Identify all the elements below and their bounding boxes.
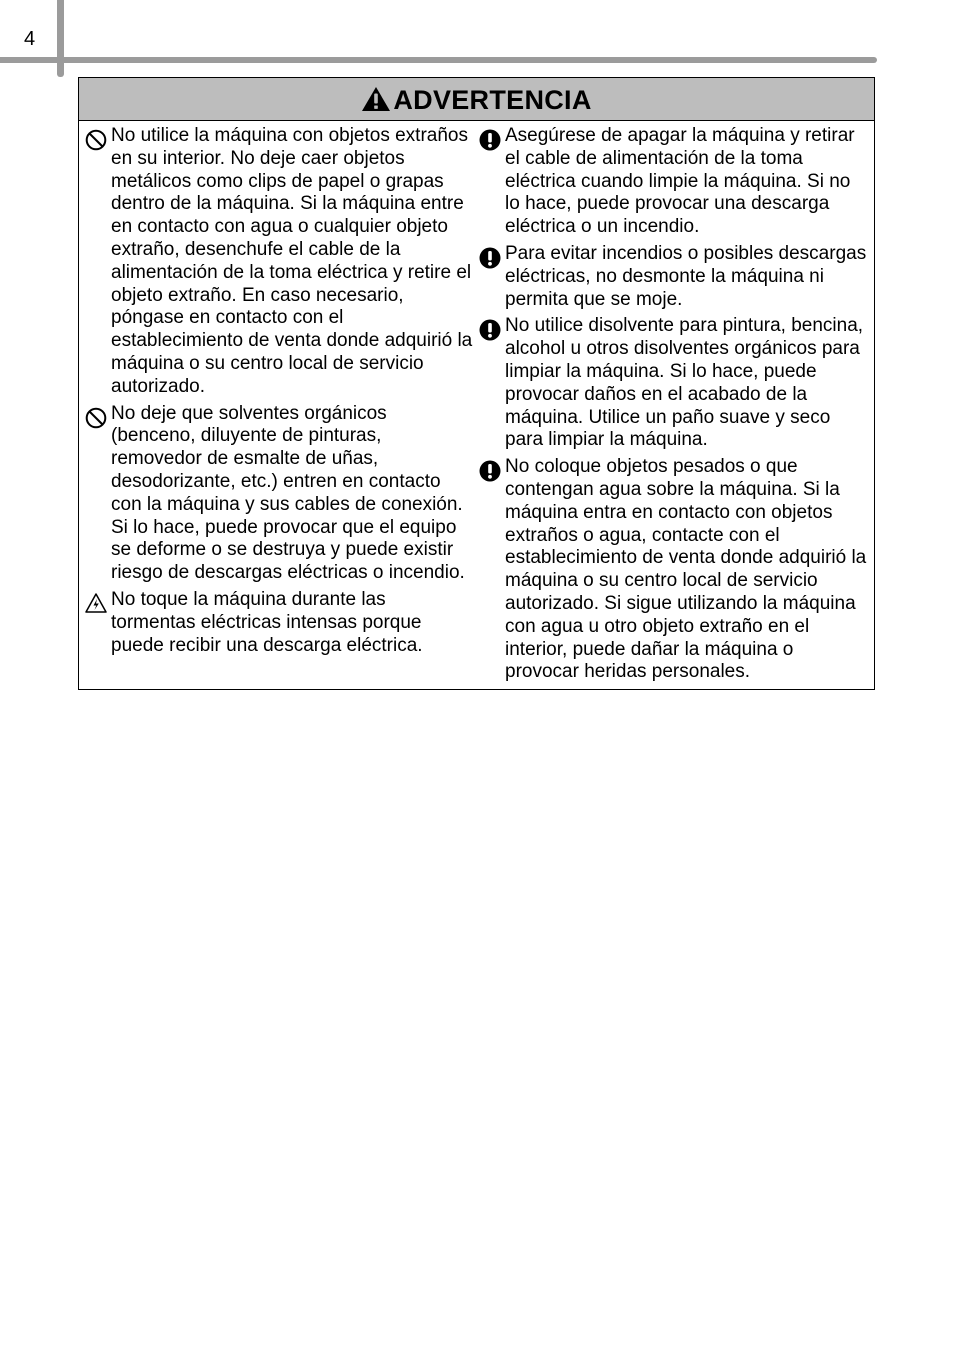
mandatory-icon xyxy=(479,315,505,452)
mandatory-icon xyxy=(479,456,505,684)
list-item xyxy=(479,315,868,452)
electric-hazard-icon xyxy=(85,589,111,657)
warning-triangle-icon xyxy=(361,86,393,112)
mandatory-icon xyxy=(479,125,505,239)
warning-text: Asegúrese de apagar la máquina y retirar el cable de alimentación de la toma eléctrica cuando limpie la máquina. Si no lo hace, puede provocar una descarga eléctrica o un incendio. xyxy=(505,125,855,238)
page-number: 4 xyxy=(24,28,36,50)
warning-text: No toque la máquina durante las tormentas eléctricas intensas porque puede recibir una descarga eléctrica. xyxy=(111,588,423,656)
warning-text: No utilice la máquina con objetos extraños en su interior. No deje caer objetos metálicos como clips de papel o grapas dentro de la máquina. Si la máquina entre en contacto con agua o cualquier objeto extraño, desenchufe el cable de la alimentación de la toma eléctrica y retire el objeto extraño. En caso necesario, póngase en contacto con el establecimiento de venta donde adquirió la máquina o su centro local de servicio autorizado. xyxy=(111,125,473,397)
warning-text: No utilice disolvente para pintura, bencina, alcohol u otros disolventes orgánicos para limpiar la máquina. Si lo hace, puede provocar daños en el acabado de la máquina. Utilice un paño suave y seco para limpiar la máquina. xyxy=(505,315,864,451)
list-item xyxy=(85,403,473,585)
list-item xyxy=(479,125,868,239)
list-item xyxy=(479,243,868,311)
warning-title: ADVERTENCIA xyxy=(393,85,592,115)
list-item xyxy=(479,456,868,684)
list-item xyxy=(85,589,473,657)
warning-text: Para evitar incendios o posibles descargas eléctricas, no desmonte la máquina ni permita que se moje. xyxy=(505,242,867,310)
warning-box xyxy=(78,77,875,690)
warning-text: No deje que solventes orgánicos (benceno, diluyente de pinturas, removedor de esmalte de uñas, desodorizante, etc.) entren en contacto con la máquina y sus cables de conexión. Si lo hace, puede provocar que el equipo se deforme o se destruya y puede existir riesgo de descargas eléctricas o incendio. xyxy=(111,402,465,584)
list-item xyxy=(85,125,473,399)
warning-left-column xyxy=(85,125,473,688)
header-horizontal-bar xyxy=(0,57,877,63)
header-vertical-bar xyxy=(57,0,64,77)
mandatory-icon xyxy=(479,243,505,311)
warning-right-column xyxy=(479,125,868,688)
warning-header xyxy=(79,78,874,121)
prohibited-icon xyxy=(85,403,111,585)
prohibited-icon xyxy=(85,125,111,399)
warning-text: No coloque objetos pesados o que contengan agua sobre la máquina. Si la máquina entra en contacto con objetos extraños o agua, contacte con el establecimiento de venta donde adquirió la máquina o su centro local de servicio autorizado. Si sigue utilizando la máquina con agua u otro objeto extraño en el interior, puede dañar la máquina o provocar heridas personales. xyxy=(505,456,867,683)
